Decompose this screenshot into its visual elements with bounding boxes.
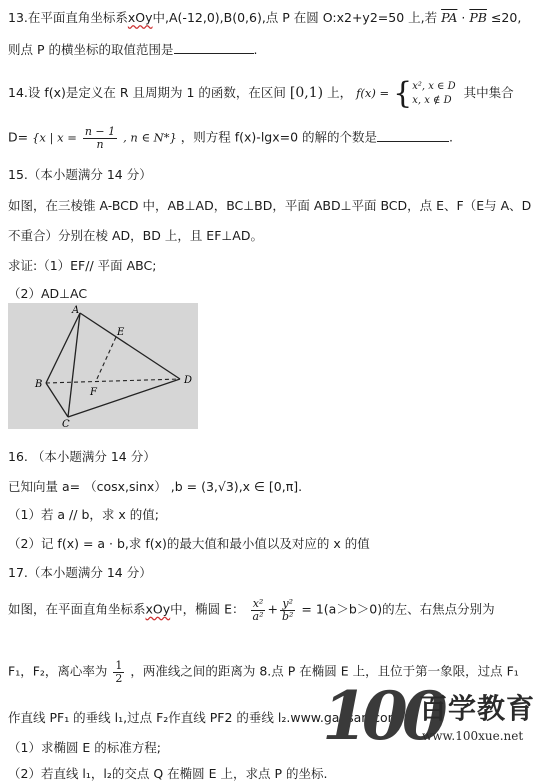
q14-line2: D= {x | x = $\frac{n - 1}{n}$ , n ∈ N*} ，则方程 f(x)-lgx=0 的解的个数是 . bbox=[8, 125, 454, 151]
q17-line3: 作直线 PF₁ 的垂线 l₁,过点 F₂作直线 PF2 的垂线 l₂.www.gaosan.com bbox=[8, 710, 400, 725]
label-B: B bbox=[35, 379, 43, 390]
q17-part1: （1）求椭圆 E 的标准方程; bbox=[8, 740, 162, 755]
q17-frac-y bbox=[280, 598, 295, 622]
q14-frac-num: n − 1 bbox=[84, 125, 116, 138]
tetrahedron-figure bbox=[8, 303, 198, 429]
q15-body1: 如图，在三棱锥 A-BCD 中，AB⊥AD，BC⊥BD，平面 ABD⊥平面 BCD，点 E、F（E与 A、D bbox=[8, 198, 532, 213]
label-C: C bbox=[62, 419, 70, 429]
q16-part2: （2）记 f(x) = a · b,求 f(x)的最大值和最小值以及对应的 x 的值 bbox=[8, 536, 370, 551]
label-E: E bbox=[117, 327, 125, 338]
q17-x2: x² bbox=[252, 597, 264, 610]
q13-vec-pb: $\overline{PB}$ bbox=[469, 10, 487, 25]
logo-number: 100 bbox=[322, 677, 442, 755]
q17-frac-x bbox=[251, 598, 266, 622]
logo-chinese-text: 百学教育 bbox=[419, 692, 536, 725]
q13-answer-blank bbox=[174, 41, 254, 54]
q14-brace: { bbox=[393, 76, 413, 111]
q15-head: 15.（本小题满分 14 分） bbox=[8, 167, 152, 182]
q17-text-mid: 中，椭圆 E： bbox=[170, 601, 245, 617]
q17-part2: （2）若直线 l₁，l₂的交点 Q 在椭圆 E 上，求点 P 的坐标. bbox=[8, 766, 328, 781]
q17-y2: y² bbox=[282, 597, 293, 610]
q14-text-end: 其中集合 bbox=[463, 85, 514, 100]
tetrahedron-diagram bbox=[8, 303, 198, 429]
q14-d-label: D= bbox=[8, 129, 29, 145]
q17-line2 bbox=[8, 660, 519, 684]
q14-fraction bbox=[83, 126, 117, 150]
q15-body2: 不重合）分别在棱 AD，BD 上，且 EF⊥AD。 bbox=[8, 228, 263, 243]
q17-head: 17.（本小题满分 14 分） bbox=[8, 565, 152, 580]
q14-piecewise bbox=[412, 80, 455, 108]
q13-dot: · bbox=[461, 10, 466, 25]
q17-line1: 如图，在平面直角坐标系xOy中，椭圆 E： $\frac{\text{x²}}{\text{a²}}$ + $\frac{\text{y²}}{\text{b²}}$ = 1(a＞b＞0)的左、右焦点分别为 bbox=[8, 597, 495, 623]
logo-url: www.100xue.net bbox=[422, 729, 524, 743]
q15-prove-2: （2）AD⊥AC bbox=[8, 286, 88, 301]
q13-end: ≤20, bbox=[490, 10, 522, 25]
q15-prove-1: 求证:（1）EF// 平面 ABC; bbox=[8, 258, 157, 273]
q17-half-num: 1 bbox=[115, 659, 123, 672]
q14-fx: f(x) = bbox=[356, 86, 390, 100]
label-D: D bbox=[184, 375, 193, 386]
q14-interval: [0,1) bbox=[289, 85, 324, 101]
q13-line2: 则点 P 的横坐标的取值范围是 . bbox=[8, 42, 258, 57]
q17-text: 如图，在平面直角坐标系 bbox=[8, 601, 146, 617]
q14-case2: x, x ∉ D bbox=[412, 94, 452, 106]
q14-text: 14.设 f(x)是定义在 R 且周期为 1 的函数，在区间 bbox=[8, 85, 286, 100]
q16-part1: （1）若 a // b，求 x 的值; bbox=[8, 507, 159, 522]
label-A: A bbox=[72, 305, 80, 316]
q14-answer-blank bbox=[377, 129, 449, 142]
q14-frac-den: n bbox=[96, 137, 104, 151]
watermark-logo bbox=[322, 677, 550, 758]
q17-a2: a² bbox=[252, 609, 264, 623]
q13-text: 13.在平面直角坐标系 bbox=[8, 10, 128, 25]
q17-xoy: xOy bbox=[145, 601, 171, 617]
q14-line1 bbox=[8, 76, 514, 111]
q13-line1 bbox=[8, 8, 521, 26]
q14-question: ，则方程 f(x)-lgx=0 的解的个数是 bbox=[180, 129, 378, 145]
q17-frac-half bbox=[113, 660, 124, 684]
q16-head: 16. （本小题满分 14 分） bbox=[8, 449, 156, 464]
q13-xoy: xOy bbox=[127, 10, 153, 25]
q14-set-close: , n ∈ N*} bbox=[123, 130, 177, 145]
q17-text2-end: ，两准线之间的距离为 8.点 P 在椭圆 E 上，且位于第一象限，过点 F₁ bbox=[130, 663, 519, 679]
q13-vec-pa: $\overline{PA}$ bbox=[441, 10, 458, 25]
q17-half-den: 2 bbox=[115, 671, 123, 685]
q14-text-mid: 上， bbox=[327, 85, 353, 100]
q13-text-mid: 中,A(-12,0),B(0,6),点 P 在圆 O:x2+y2=50 上,若 bbox=[152, 10, 438, 25]
q17-text-end: = 1(a＞b＞0)的左、右焦点分别为 bbox=[301, 601, 495, 617]
q14-set-open: {x | x = bbox=[32, 130, 77, 145]
q13-question: 则点 P 的横坐标的取值范围是 bbox=[8, 42, 174, 57]
q17-b2: b² bbox=[281, 609, 294, 623]
q14-case1: x², x ∈ D bbox=[412, 80, 456, 92]
q16-given: 已知向量 a= （cosx,sinx） ,b = (3,√3),x ∈ [0,π]. bbox=[8, 479, 303, 494]
label-F: F bbox=[90, 387, 97, 398]
q17-text2: F₁，F₂，离心率为 bbox=[8, 663, 108, 679]
